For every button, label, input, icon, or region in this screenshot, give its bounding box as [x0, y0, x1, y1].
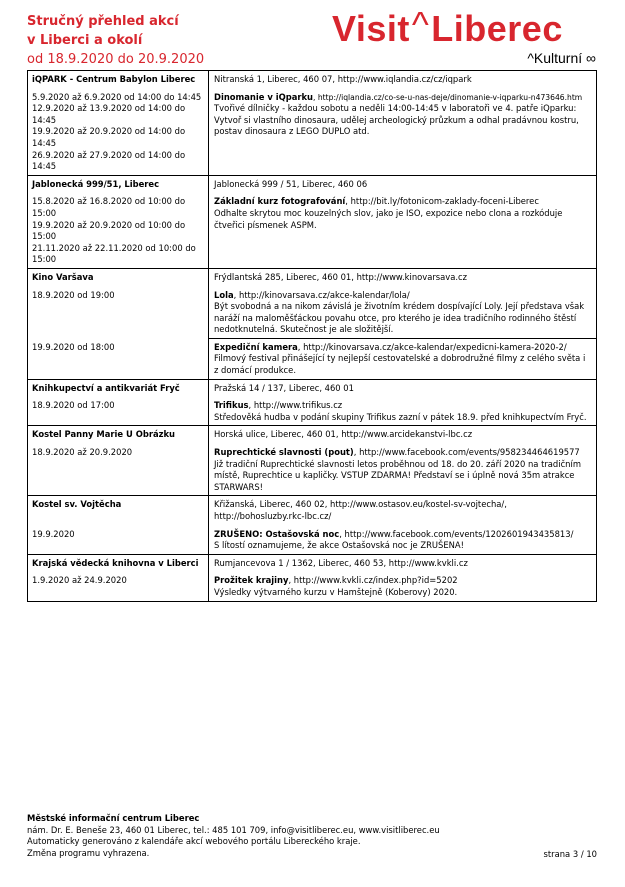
- venue-block: [28, 495, 596, 553]
- event-link[interactable]: , http://bit.ly/fotonicom-zaklady-foceni-Liberec: [345, 196, 539, 207]
- title-line-1: Stručný přehled akcí: [27, 14, 179, 29]
- event-date-line: 19.9.2020 až 20.9.2020 od 10:00 do: [32, 219, 186, 230]
- event-title[interactable]: Ruprechtické slavnosti (pout): [214, 447, 354, 458]
- venue-address: [208, 429, 596, 441]
- event-description-line: z domácí produkce.: [214, 365, 296, 376]
- venue-block: [28, 554, 596, 601]
- event-date-line: 15.8.2020 až 16.8.2020 od 10:00 do: [32, 196, 186, 207]
- event-description-line: STARWARS!: [214, 481, 264, 492]
- event-description-line: postav dinosaura z LEGO DUPLO atd.: [214, 126, 370, 137]
- event-link[interactable]: , http://www.facebook.com/events/1202601943435813/: [339, 528, 574, 539]
- venue-address: [208, 74, 596, 86]
- event-date-line: 19.9.2020 až 20.9.2020 od 14:00 do: [32, 126, 186, 137]
- venue-name: Kino Varšava: [32, 271, 94, 282]
- event-link[interactable]: , http://www.facebook.com/events/958234464619577: [353, 447, 580, 458]
- event-title[interactable]: Dinomanie v iQparku: [214, 91, 314, 102]
- column-divider: [28, 426, 209, 495]
- venue-address: [208, 272, 596, 284]
- column-divider: [28, 269, 209, 379]
- event-link[interactable]: , http://kinovarsava.cz/akce-kalendar/lola/: [233, 289, 410, 300]
- logo-caret: ^: [411, 4, 430, 45]
- venue-address: [208, 499, 596, 522]
- logo-word-liberec: Liberec: [431, 8, 563, 49]
- footer-address: nám. Dr. E. Beneše 23, 460 01 Liberec, tel.: 485 101 709, info@visitliberec.eu, www.visitliberec.eu: [27, 824, 440, 835]
- event-description-line: Být svobodná a na nikom závislá je životním krédem dospívající Loly. Její představa však: [214, 301, 585, 312]
- venue-address-line: http://bohosluzby.rkc-lbc.cz/: [214, 511, 332, 521]
- event-description-line: Již tradiční Ruprechtické slavnosti letos proběhnou od 18. do 20. září 2020 na tradičním: [214, 458, 581, 469]
- venue-block: [28, 71, 596, 175]
- venue-address-line: Horská ulice, Liberec, 460 01, http://www.arcidekanstvi-lbc.cz: [214, 429, 473, 440]
- event-date-line: 14:45: [32, 161, 57, 172]
- event-date-line: 15:00: [32, 254, 57, 265]
- footer-org: Městské informační centrum Liberec: [27, 813, 200, 823]
- event-details: [208, 196, 596, 266]
- event-description-line: místě, Ruprechtice u kapličky. VSTUP ZDARMA! Představí se i úplně nová 35m atrakce: [214, 470, 575, 481]
- venue-address-line: Frýdlantská 285, Liberec, 460 01, http://www.kinovarsava.cz: [214, 271, 468, 282]
- event-title[interactable]: Expediční kamera: [214, 341, 298, 352]
- venue-address-line: Jablonecká 999 / 51, Liberec, 460 06: [214, 178, 368, 189]
- event-link[interactable]: , http://www.kvkli.cz/index.php?id=5202: [288, 575, 458, 586]
- venue-name: Krajská vědecká knihovna v Liberci: [32, 557, 199, 568]
- venue-address: [208, 383, 596, 395]
- event-title[interactable]: Lola: [214, 289, 234, 300]
- document-title: [27, 12, 204, 69]
- event-description-line: Odhalte skrytou moc kouzelných slov, jako je ISO, expozice nebo clona a rozkóduje: [214, 207, 563, 218]
- event-details: [208, 447, 596, 493]
- event-date-line: 19.9.2020: [32, 528, 75, 539]
- event-link[interactable]: , http://iqlandia.cz/co-se-u-nas-deje/dinomanie-v-iqparku-n473646.htm: [313, 92, 583, 102]
- venue-block: [28, 425, 596, 495]
- event-description-line: nedotknutelná. Skutečnost je ale složitější.: [214, 324, 394, 335]
- event-link[interactable]: , http://kinovarsava.cz/akce-kalendar/expedicni-kamera-2020-2/: [297, 341, 567, 352]
- event-description-line: naráží na maloměšťáckou povahu otce, pro kterého je idea tradičního rodinného štěstí: [214, 312, 577, 323]
- venue-block: [28, 379, 596, 426]
- event-title[interactable]: ZRUŠENO: Ostašovská noc: [214, 528, 340, 539]
- footer: [27, 813, 597, 859]
- venue-address-line: Nitranská 1, Liberec, 460 07, http://www.iqlandia.cz/cz/iqpark: [214, 74, 472, 84]
- event-description-line: čtveřici písmenek ASPM.: [214, 219, 317, 230]
- date-range: od 18.9.2020 do 20.9.2020: [27, 52, 205, 67]
- venue-address: [208, 558, 596, 570]
- event-details: [208, 342, 596, 377]
- event-description-line: Tvořivé dílničky - každou sobotu a neděli 14:00-14:45 v laboratoři ve 4. patře iQparku:: [214, 103, 577, 114]
- event-details: [208, 529, 596, 552]
- footer-auto-note: Automaticky generováno z kalendáře akcí webového portálu Libereckého kraje.: [27, 836, 361, 847]
- event-title[interactable]: Trifikus: [214, 400, 249, 411]
- event-details: [208, 575, 596, 598]
- event-description-line: S lítostí oznamujeme, že akce Ostašovská noc je ZRUŠENA!: [214, 540, 464, 551]
- event-date-line: 18.9.2020 až 20.9.2020: [32, 447, 133, 458]
- venue-block: [28, 268, 596, 379]
- event-date-line: 15:00: [32, 231, 57, 242]
- event-title[interactable]: Prožitek krajiny: [214, 575, 289, 586]
- venue-block: [28, 175, 596, 268]
- event-details: [208, 92, 596, 173]
- venue-name: Kostel Panny Marie U Obrázku: [32, 429, 176, 440]
- venue-name: Kostel sv. Vojtěcha: [32, 499, 122, 510]
- venue-name: Jablonecká 999/51, Liberec: [32, 178, 160, 189]
- event-date-line: 14:45: [32, 137, 57, 148]
- event-description-line: Středověká hudba v podání skupiny Trifikus zazní v pátek 18.9. před knihkupectvím Fryč.: [214, 411, 587, 422]
- visit-liberec-logo: [332, 4, 600, 67]
- event-link[interactable]: , http://www.trifikus.cz: [248, 400, 343, 411]
- event-date-line: 5.9.2020 až 6.9.2020 od 14:00 do 14:45: [32, 91, 202, 102]
- event-date-line: 18.9.2020 od 19:00: [32, 289, 115, 300]
- column-divider: [28, 496, 209, 553]
- events-table: [27, 70, 597, 602]
- page-number: strana 3 / 10: [543, 849, 597, 859]
- venue-address-line: Pražská 14 / 137, Liberec, 460 01: [214, 382, 354, 393]
- event-description-line: Filmový festival přinášející ty nejlepší cestovatelské a dobrodružné filmy z celého světa i: [214, 353, 586, 364]
- event-date-line: 15:00: [32, 207, 57, 218]
- column-divider: [28, 71, 209, 175]
- event-date-line: 1.9.2020 až 24.9.2020: [32, 575, 127, 586]
- event-date-line: 18.9.2020 od 17:00: [32, 400, 115, 411]
- event-entry: [32, 338, 596, 379]
- venue-address-line: Rumjancevova 1 / 1362, Liberec, 460 53, http://www.kvkli.cz: [214, 557, 468, 568]
- event-date-line: 14:45: [32, 114, 57, 125]
- venue-name: iQPARK - Centrum Babylon Liberec: [32, 74, 196, 84]
- logo-subtitle: ^Kulturní ∞: [527, 50, 596, 66]
- event-dates: [32, 342, 115, 354]
- footer-change-note: Změna programu vyhrazena.: [27, 847, 150, 858]
- logo-word-visit: Visit: [332, 8, 410, 49]
- column-divider: [28, 555, 209, 601]
- event-details: [208, 290, 596, 336]
- event-date-line: 21.11.2020 až 22.11.2020 od 10:00 do: [32, 242, 196, 253]
- event-details: [208, 400, 596, 423]
- event-date-line: 26.9.2020 až 27.9.2020 od 14:00 do: [32, 149, 186, 160]
- event-description-line: Vytvoř si vlastního dinosaura, udělej archeologický průzkum a odhal pradávnou kostru,: [214, 114, 579, 125]
- title-line-2: v Liberci a okolí: [27, 33, 143, 48]
- venue-address: [208, 179, 596, 191]
- venue-address-line: Křižanská, Liberec, 460 02, http://www.ostasov.eu/kostel-sv-vojtecha/,: [214, 499, 507, 510]
- event-date-line: 12.9.2020 až 13.9.2020 od 14:00 do: [32, 103, 186, 114]
- venue-name: Knihkupectví a antikvariát Fryč: [32, 382, 180, 393]
- column-divider: [28, 380, 209, 426]
- event-date-line: 19.9.2020 od 18:00: [32, 341, 115, 352]
- column-divider: [28, 176, 209, 268]
- event-title[interactable]: Základní kurz fotografování: [214, 196, 346, 207]
- event-description-line: Výsledky výtvarného kurzu v Hamštejně (Koberovy) 2020.: [214, 586, 458, 597]
